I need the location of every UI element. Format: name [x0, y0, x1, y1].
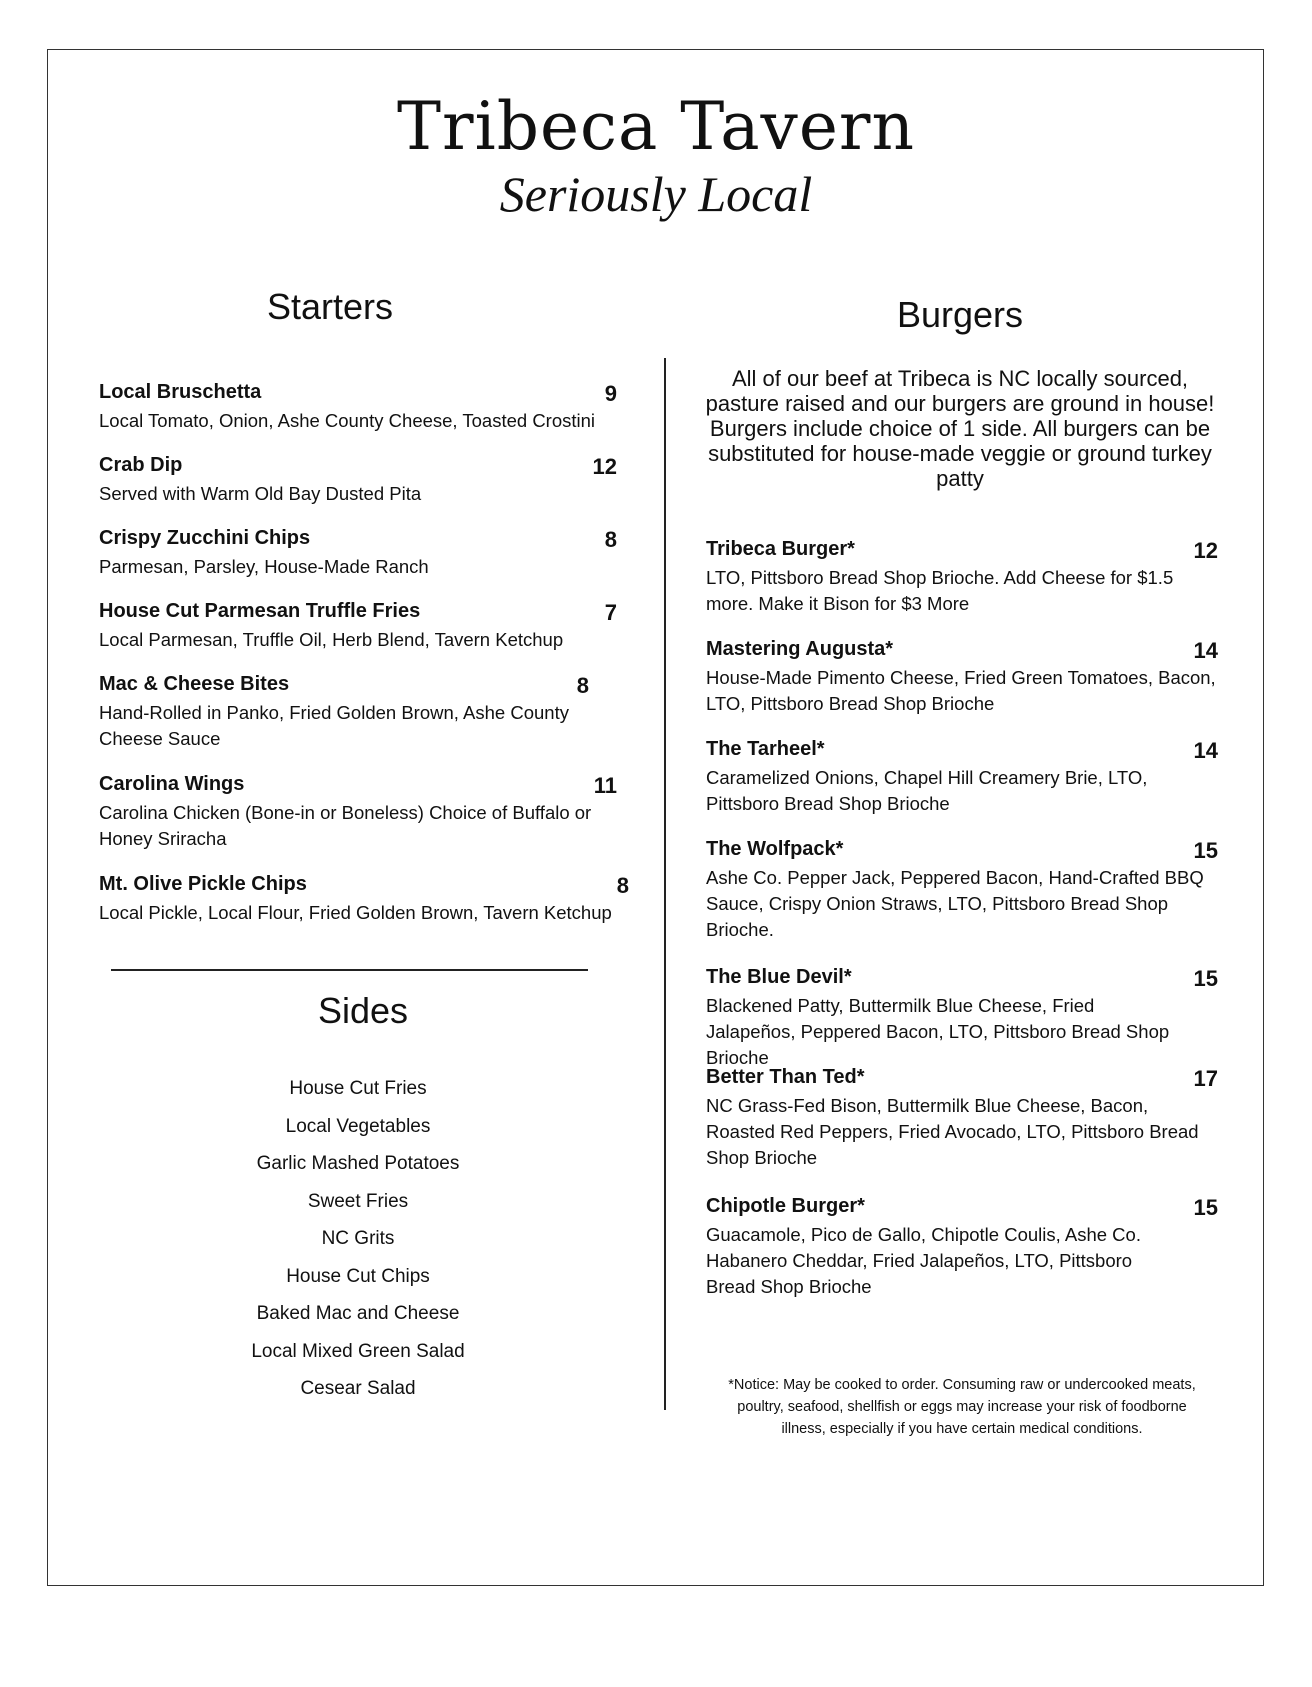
side-item: Sweet Fries [307, 1190, 409, 1212]
menu-item [99, 673, 589, 752]
side-item: Garlic Mashed Potatoes [256, 1153, 460, 1174]
item-price: 15 [1193, 966, 1218, 991]
restaurant-title: Tribeca Tavern [397, 88, 915, 165]
item-price: 11 [593, 773, 617, 798]
burgers-intro: All of our beef at Tribeca is NC locally sourced, pasture raised and our burgers are ground in house! Burgers include choice of 1 side. All burgers can be substituted for house-made veggie or ground turkey patty [705, 366, 1215, 491]
menu-item [99, 527, 617, 580]
menu-item [706, 966, 1218, 1071]
item-name: House Cut Parmesan Truffle Fries [99, 600, 421, 622]
menu-item [99, 773, 617, 852]
item-name: Mac & Cheese Bites [99, 673, 290, 695]
item-price: 9 [604, 381, 617, 406]
menu-item [706, 738, 1218, 817]
item-name: Mt. Olive Pickle Chips [99, 873, 307, 895]
item-description: Ashe Co. Pepper Jack, Peppered Bacon, Hand-Crafted BBQ Sauce, Crispy Onion Straws, LTO, Pittsboro Bread Shop Brioche. [706, 867, 1204, 940]
menu-item [706, 838, 1218, 943]
item-name: Better Than Ted* [706, 1066, 865, 1088]
item-price: 17 [1193, 1066, 1218, 1091]
menu-item [99, 600, 617, 653]
item-description: Served with Warm Old Bay Dusted Pita [99, 483, 422, 504]
menu-item [706, 1066, 1218, 1171]
item-price: 8 [616, 873, 629, 898]
tagline: Seriously Local [499, 166, 813, 222]
item-description: LTO, Pittsboro Bread Shop Brioche. Add Cheese for $1.5 more. Make it Bison for $3 More [706, 567, 1174, 614]
item-name: The Tarheel* [706, 738, 825, 760]
side-item: Baked Mac and Cheese [256, 1303, 460, 1324]
item-name: Local Bruschetta [99, 381, 262, 403]
item-description: NC Grass-Fed Bison, Buttermilk Blue Cheese, Bacon, Roasted Red Peppers, Fried Avocado, LTO, Pittsboro Bread Shop Brioche [706, 1095, 1199, 1168]
item-description: Parmesan, Parsley, House-Made Ranch [99, 556, 429, 577]
menu-item [99, 454, 617, 507]
item-description: Blackened Patty, Buttermilk Blue Cheese, Fried Jalapeños, Peppered Bacon, LTO, Pittsboro Bread Shop Brioche [706, 995, 1170, 1068]
item-price: 7 [604, 600, 617, 625]
item-price: 12 [1193, 538, 1218, 563]
side-item: Local Vegetables [285, 1115, 431, 1137]
starters-heading: Starters [266, 286, 394, 327]
item-price: 12 [592, 454, 617, 479]
menu-item [706, 1195, 1218, 1300]
item-description: House-Made Pimento Cheese, Fried Green Tomatoes, Bacon, LTO, Pittsboro Bread Shop Brioche [706, 667, 1216, 714]
sides-heading: Sides [317, 990, 409, 1031]
side-item: House Cut Chips [286, 1265, 430, 1287]
item-name: Chipotle Burger* [706, 1195, 865, 1217]
item-description: Local Parmesan, Truffle Oil, Herb Blend, Tavern Ketchup [99, 629, 564, 650]
section-divider [111, 969, 588, 971]
item-description: Guacamole, Pico de Gallo, Chipotle Coulis, Ashe Co. Habanero Cheddar, Fried Jalapeños, LTO, Pittsboro Bread Shop Brioche [706, 1224, 1141, 1297]
item-description: Local Pickle, Local Flour, Fried Golden Brown, Tavern Ketchup [99, 902, 612, 923]
side-item: House Cut Fries [289, 1078, 427, 1099]
item-name: Crab Dip [99, 454, 183, 476]
item-price: 8 [604, 527, 617, 552]
item-name: Tribeca Burger* [706, 538, 855, 560]
item-price: 8 [576, 673, 589, 698]
menu-item [706, 538, 1218, 617]
item-price: 15 [1193, 838, 1218, 863]
item-description: Local Tomato, Onion, Ashe County Cheese, Toasted Crostini [99, 410, 596, 431]
item-description: Hand-Rolled in Panko, Fried Golden Brown, Ashe County Cheese Sauce [99, 702, 569, 749]
menu-item [706, 638, 1218, 717]
item-name: The Wolfpack* [706, 838, 844, 860]
item-price: 14 [1193, 738, 1218, 763]
item-name: Crispy Zucchini Chips [99, 527, 311, 549]
item-name: Mastering Augusta* [706, 638, 894, 660]
item-description: Caramelized Onions, Chapel Hill Creamery Brie, LTO, Pittsboro Bread Shop Brioche [706, 767, 1148, 814]
item-name: Carolina Wings [99, 773, 245, 795]
item-name: The Blue Devil* [706, 966, 852, 988]
menu-item [99, 873, 629, 926]
item-description: Carolina Chicken (Bone-in or Boneless) Choice of Buffalo or Honey Sriracha [99, 802, 592, 849]
item-price: 14 [1193, 638, 1218, 663]
side-item: NC Grits [321, 1228, 395, 1249]
side-item: Cesear Salad [300, 1378, 416, 1399]
side-item: Local Mixed Green Salad [251, 1340, 465, 1362]
column-divider [664, 358, 666, 1410]
burgers-heading: Burgers [896, 294, 1024, 335]
menu-item [99, 381, 617, 434]
food-safety-notice: *Notice: May be cooked to order. Consuming raw or undercooked meats, poultry, seafood, shellfish or eggs may increase your risk of foodborne illness, especially if you have certain medical conditions. [728, 1377, 1196, 1437]
sides-list [148, 1070, 568, 1408]
item-price: 15 [1193, 1195, 1218, 1220]
